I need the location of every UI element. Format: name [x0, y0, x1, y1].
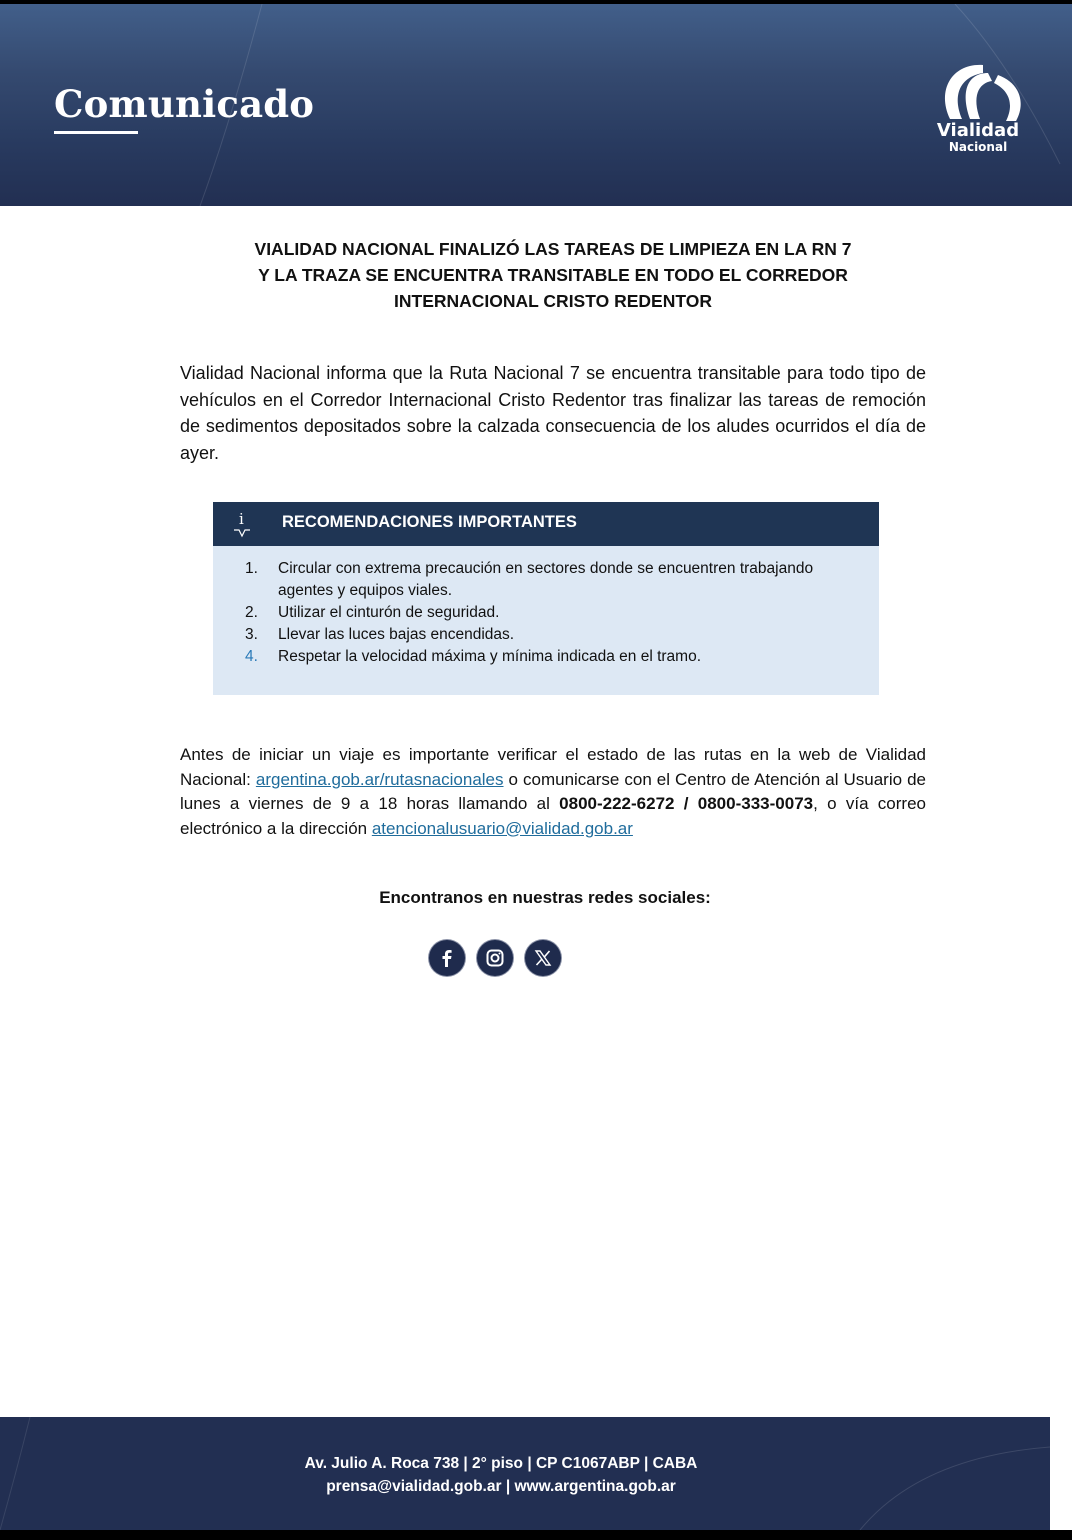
footer	[0, 1417, 1050, 1530]
item-text: Circular con extrema precaución en sectores donde se encuentren trabajando agentes y equipos viales.	[278, 560, 814, 599]
intro-paragraph: Vialidad Nacional informa que la Ruta Nacional 7 se encuentra transitable para todo tipo de vehículos en el Corredor Internacional Cristo Redentor tras finalizar las tareas de remoción de sedimentos depositados sobre la calzada consecuencia de los aludes ocurridos el día de ayer.	[180, 363, 926, 463]
footer-address: Av. Julio A. Roca 738 | 2° piso | CP C1067ABP | CABA	[304, 1455, 698, 1472]
recommendations-title: RECOMENDACIONES IMPORTANTES	[282, 513, 577, 531]
facebook-icon	[437, 948, 457, 968]
headline-line: INTERNACIONAL CRISTO REDENTOR	[394, 291, 712, 311]
svg-text:i: i	[239, 510, 244, 528]
instagram-button[interactable]	[477, 940, 513, 976]
logo-name: Vialidad	[936, 120, 1020, 141]
item-number: 4.	[245, 648, 258, 665]
contact-text: , o vía correo electrónico a la dirección	[180, 794, 926, 838]
bottom-border	[0, 1530, 1072, 1540]
recommendations-list	[245, 558, 865, 668]
footer-contact: prensa@vialidad.gob.ar | www.argentina.gob.ar	[326, 1478, 676, 1495]
header-banner	[0, 4, 1072, 206]
headline-line: VIALIDAD NACIONAL FINALIZÓ LAS TAREAS DE LIMPIEZA EN LA RN 7	[254, 239, 852, 259]
x-icon	[533, 948, 553, 968]
contact-text: Antes de iniciar un viaje es importante verificar el estado de las rutas en la web de Vialidad Nacional:	[180, 745, 926, 789]
headline-line: Y LA TRAZA SE ENCUENTRA TRANSITABLE EN TODO EL CORREDOR	[258, 265, 848, 285]
contact-text: o comunicarse con el Centro de Atención al Usuario de lunes a viernes de 9 a 18 horas llamando al	[180, 769, 926, 813]
list-item	[245, 624, 865, 646]
logo-subname: Nacional	[948, 140, 1008, 154]
info-icon	[231, 509, 255, 539]
contact-paragraph	[180, 743, 926, 841]
facebook-button[interactable]	[429, 940, 465, 976]
rutas-nacionales-link[interactable]: argentina.gob.ar/rutasnacionales	[255, 769, 504, 789]
list-item	[245, 558, 865, 602]
item-text: Utilizar el cinturón de seguridad.	[278, 604, 500, 621]
item-number: 3.	[245, 626, 258, 643]
x-button[interactable]	[525, 940, 561, 976]
decorative-arcs	[0, 1417, 1050, 1530]
email-link[interactable]: atencionalusuario@vialidad.gob.ar	[371, 818, 633, 838]
recommendations-header	[213, 502, 879, 546]
list-item	[245, 646, 865, 668]
social-title: Encontranos en nuestras redes sociales:	[379, 888, 711, 907]
phone-numbers: 0800-222-6272 / 0800-333-0073	[559, 794, 814, 813]
item-text: Respetar la velocidad máxima y mínima indicada en el tramo.	[278, 648, 701, 665]
item-number: 1.	[245, 560, 258, 577]
headline	[180, 236, 926, 314]
item-text: Llevar las luces bajas encendidas.	[278, 626, 515, 643]
item-number: 2.	[245, 604, 258, 621]
instagram-icon	[485, 948, 505, 968]
title-underline	[54, 131, 138, 134]
recommendations-box	[213, 502, 879, 695]
page-title: Comunicado	[54, 82, 315, 126]
list-item	[245, 602, 865, 624]
